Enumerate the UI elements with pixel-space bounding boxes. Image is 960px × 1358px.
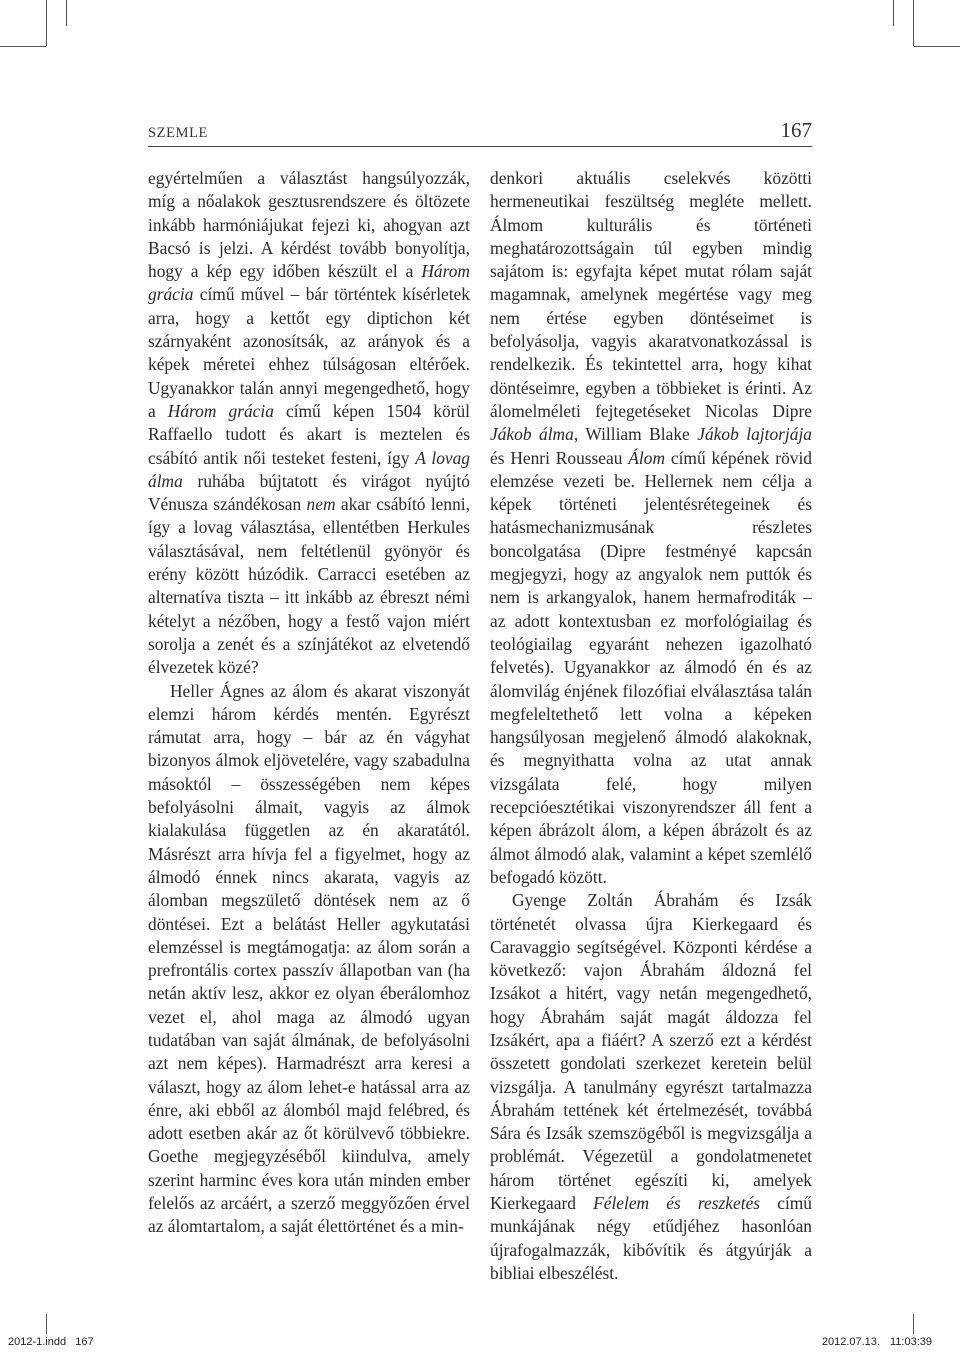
paragraph: Heller Ágnes az álom és akarat viszonyát elemzi három kérdés mentén. Egyrészt rámutat arra, hogy – bár az én vágyhat bizonyos álmok eljövetelére, vagy szabadulna másoktól – összességében nem képes befolyásolni álmait, vagyis az álmok kialakulása független az én akaratától. Másrészt arra hívja fel a figyelmet, hogy az álmodó énnek nincs akarata, vagyis az álomban megszülető döntések nem az ő döntései. Ezt a belátást Heller agykutatási elemzéssel is megtámogatja: az álom során a prefrontális cortex passzív állapotban van (ha netán aktív lesz, akkor ez olyan éberálomhoz vezet el, ahol maga az álmodó ugyan tudatában van saját álmának, de befolyásolni azt nem képes). Harmadrészt arra keresi a választ, hogy az álom lehet-e hatással arra az énre, aki ebből az álomból majd felébred, és adott esetben akár az őt körülvevő többiekre. Goethe megjegyzéséből kiindulva, amely szerint harminc éves kora után minden ember felelős az arcáért, a szerző meggyőzően érvel az álomtartalom, a saját élettörténet és a min-: [148, 680, 470, 1237]
slug-timestamp: [812, 1336, 932, 1348]
work-title: Félelem és reszketés: [593, 1193, 761, 1214]
crop-mark-left-top: [0, 46, 46, 47]
work-title: Jákob lajtorjája: [697, 424, 812, 445]
work-title: Jákob álma: [490, 424, 574, 445]
slug-date: 2012.07.13.: [821, 1336, 880, 1348]
running-header-section: SZEMLE: [148, 125, 208, 141]
slug-file-name: 2012-1.indd 167: [8, 1336, 94, 1348]
slug-time: 11:03:39: [889, 1336, 932, 1348]
work-title: A lovag álma: [148, 447, 471, 491]
crop-mark-top-left: [46, 0, 47, 46]
work-title: Három grácia: [167, 400, 274, 421]
crop-mark-bottom-left: [46, 1314, 47, 1334]
emphasis: nem: [306, 494, 336, 515]
text-column-left: [148, 167, 470, 1239]
crop-mark-top-right-inner: [893, 0, 894, 26]
work-title: Három grácia: [148, 261, 470, 305]
crop-mark-top-right: [913, 0, 914, 46]
page-number: 167: [780, 118, 812, 142]
work-title: Álom: [628, 447, 666, 468]
text-column-right: [490, 167, 812, 1285]
crop-mark-bottom-right: [913, 1314, 914, 1334]
crop-mark-right-top: [914, 46, 960, 47]
paragraph: Gyenge Zoltán Ábrahám és Izsák történetét olvassa újra Kierkegaard és Caravaggio segítségével. Központi kérdése a következő: vajon Ábrahám áldozná fel Izsákot a hitért, vagy netán megengedhető, hogy Ábrahám saját magát áldozza fel Izsákért, apa a fiáért? A szerző ezt a kérdést összetett gondolati szerkezet keretein belül vizsgálja. A tanulmány egyrészt tartalmazza Ábrahám tettének két értelmezését, továbbá Sára és Izsák szemszögéből is megvizsgálja a problémát. Végezetül a gondolatmenetet három történet egészíti ki, amelyek Kierkegaard Félelem és reszketés című munkájának négy etűdjéhez hasonlóan újrafogalmazzák, kibővítik és átgyúrják a bibliai elbeszélést.: [490, 890, 812, 1283]
paragraph: denkori aktuális cselekvés közötti hermeneutikai feszültség megléte mellett. Álmom kulturális és történeti meghatározottságain túl egyben mindig sajátom is: egyfajta képet mutat rólam saját magamnak, amelynek megértése vagy meg nem értése egyben döntéseimet is befolyásolja, vagyis akaratvonatkozással is rendelkezik. És tekintettel arra, hogy kihat döntéseimre, egyben a többieket is érinti. Az álomelméleti fejtegetéseket Nicolas Dipre Jákob álma, William Blake Jákob lajtorjája és Henri Rousseau Álom című képének rövid elemzése vezeti be. Hellernek nem célja a képek történeti jelentésrétegeinek és hatásmechanizmusának részletes boncolgatása (Dipre festményé kapcsán megjegyzi, hogy az angyalok nem puttók és nem is arkangyalok, hanem hermafroditák – az adott kontextusban ez morfológiailag és teológiailag egyaránt nehezen igazolható felvetés). Ugyanakkor az álmodó én és az álomvilág énjének filozófiai elválasztása talán megfeleltethető lett volna a képeken hangsúlyosan megjelenő álmodó alakoknak, és megnyithatta volna az utat annak vizsgálata felé, hogy milyen recepcióesztétikai viszonyrendszer áll fent a képen ábrázolt álom, a képen ábrázolt és az álmot álmodó alak, valamint a képet szemlélő befogadó között.: [490, 168, 812, 887]
paragraph: egyértelműen a választást hangsúlyozzák, míg a nőalakok gesztusrendszere és öltözete inkább harmóniájukat fejezi ki, ahogyan azt Bacsó is jelzi. A kérdést tovább bonyolítja, hogy a kép egy időben készült el a Három grácia című művel – bár történtek kísérletek arra, hogy a kettőt egy diptichon két szárnyaként azonosítsák, az arányok és a képek méretei ehhez túlságosan eltérőek. Ugyanakkor talán annyi megengedhető, hogy a Három grácia című képen 1504 körül Raffaello tudott és akart is meztelen és csábító antik női testeket festeni, így A lovag álma ruhába bújtatott és virágot nyújtó Vénusza szándékosan nem akar csábító lenni, így a lovag választása, ellentétben Herkules választásával, nem feltétlenül gyönyör és erény között húzódik. Carracci esetében az alternatíva tiszta – itt inkább az ébreszt némi kételyt a nézőben, hogy a festő vajon miért sorolja a zenét és a színjátékot az elvetendő élvezetek közé?: [148, 168, 471, 678]
crop-mark-top-left-inner: [66, 0, 67, 26]
header-rule: [148, 146, 812, 147]
